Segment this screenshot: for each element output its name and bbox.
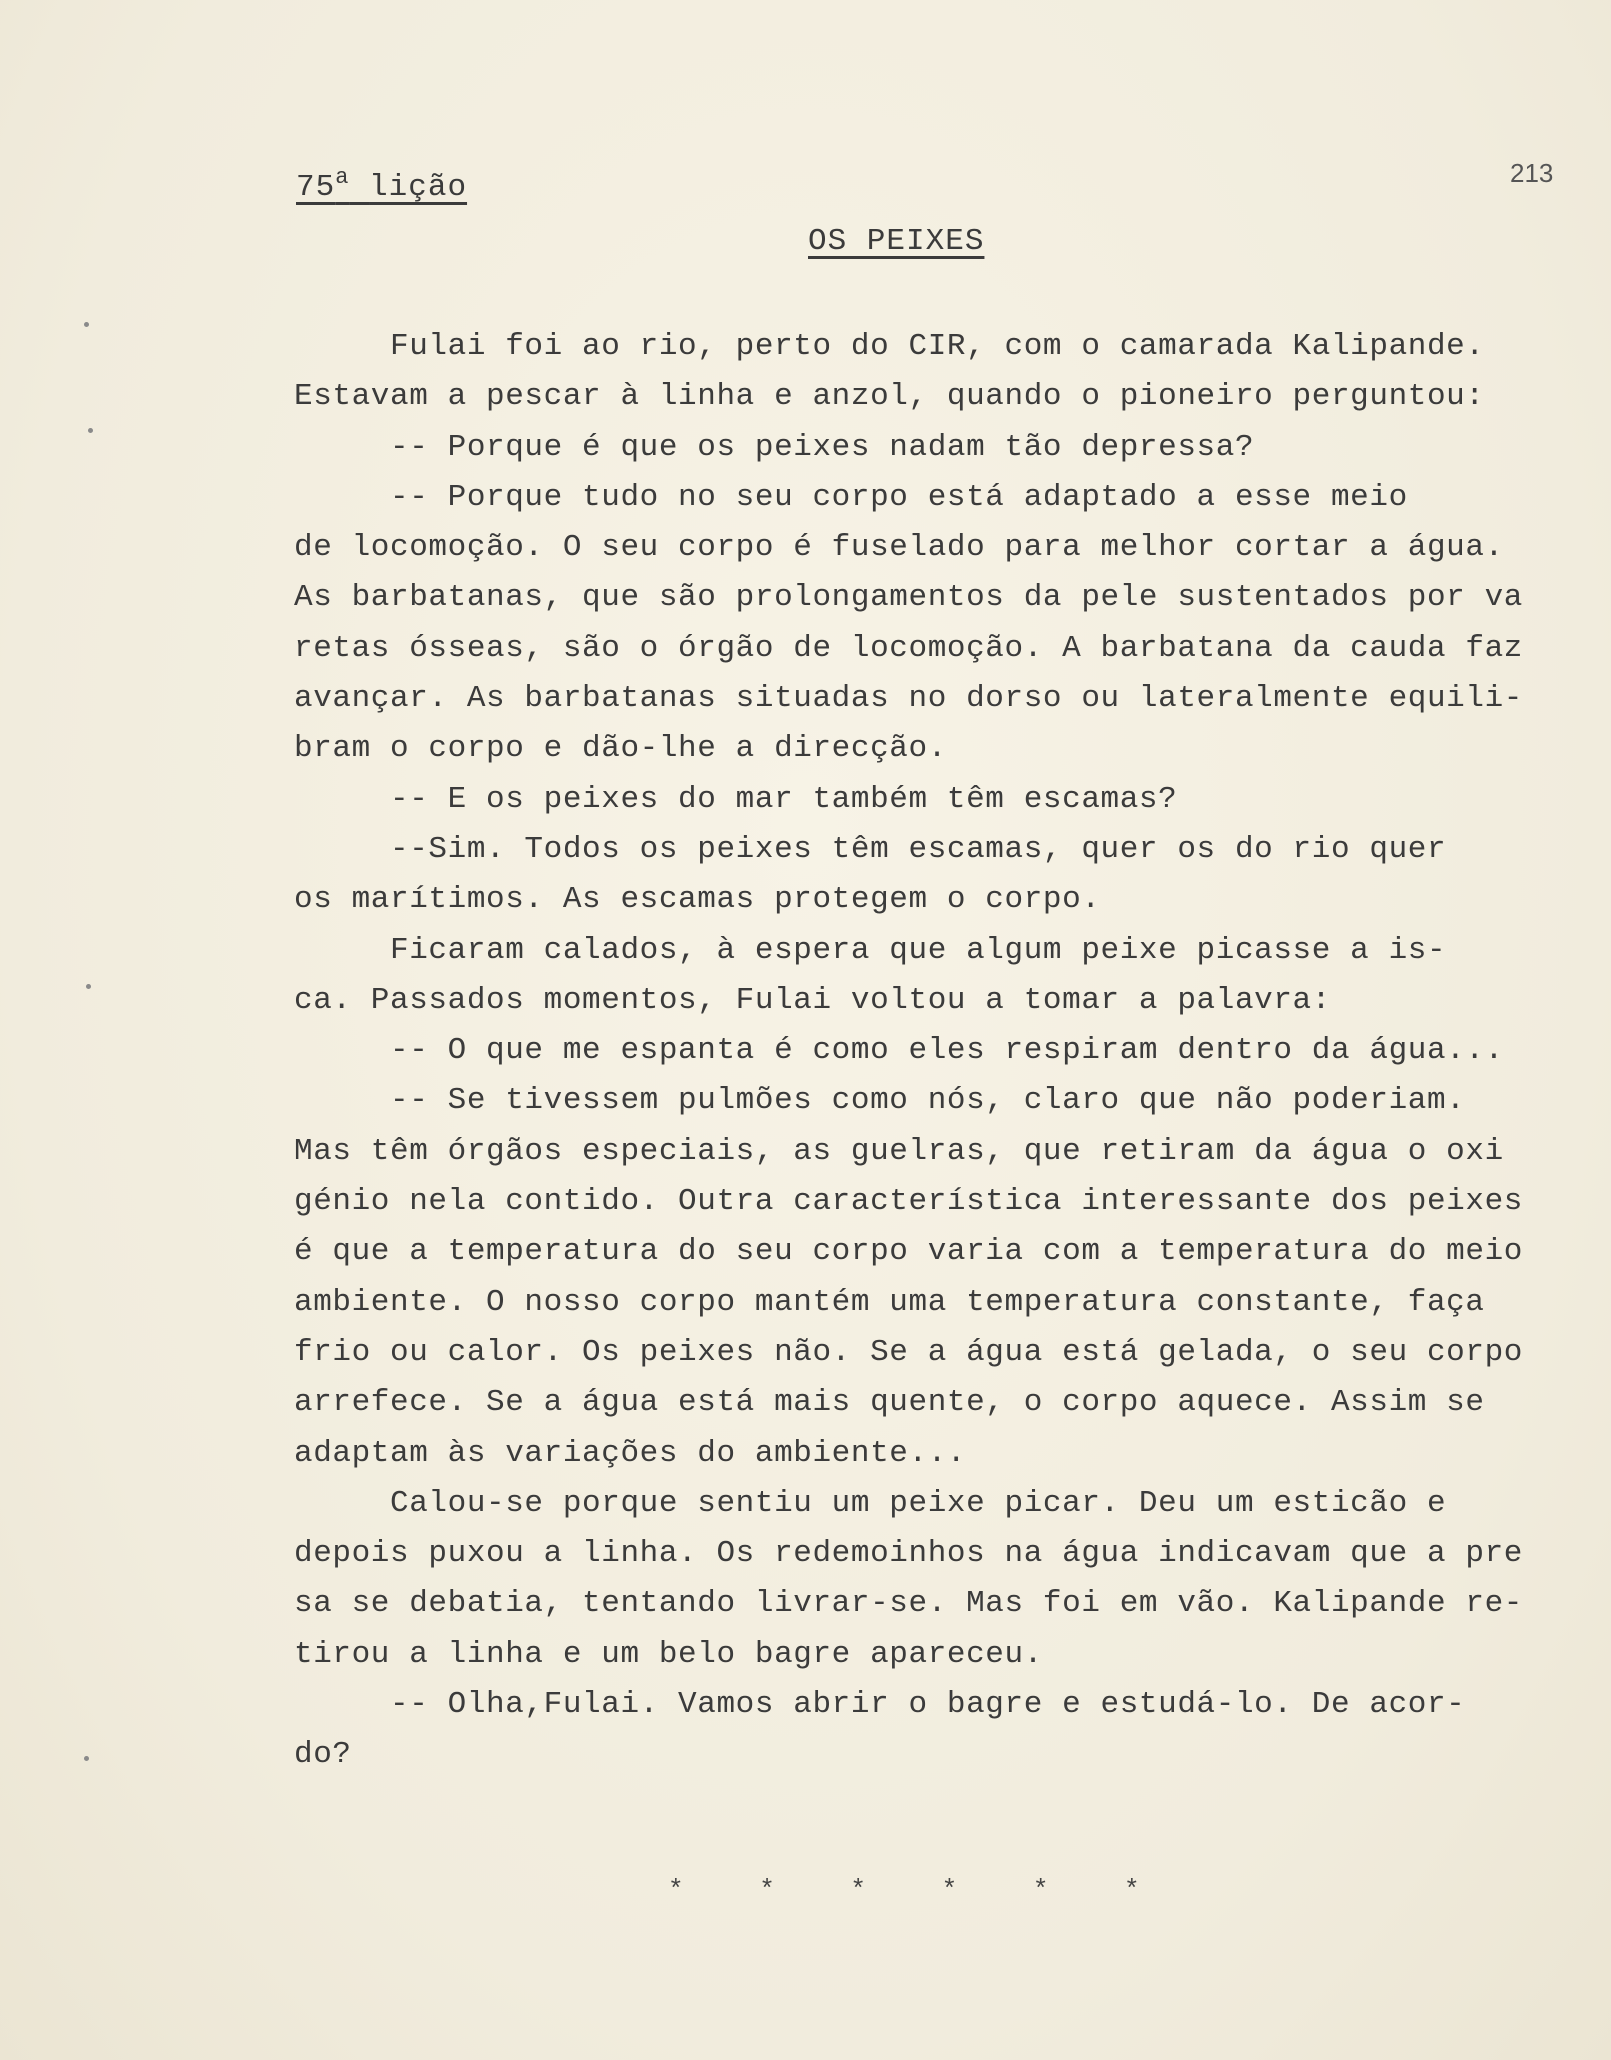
text-line: bram o corpo e dão-lhe a direcção. <box>294 731 947 767</box>
text-line: Ficaram calados, à espera que algum peixe picasse a is- <box>294 932 1447 968</box>
text-line: --Sim. Todos os peixes têm escamas, quer os do rio quer <box>294 831 1447 867</box>
text-line: Calou-se porque sentiu um peixe picar. Deu um esticão e <box>294 1485 1447 1521</box>
text-line: depois puxou a linha. Os redemoinhos na água indicavam que a pre <box>294 1536 1523 1572</box>
lesson-superscript: a <box>335 165 350 190</box>
text-line: -- E os peixes do mar também têm escamas? <box>294 781 1178 817</box>
text-line: ambiente. O nosso corpo mantém uma temperatura constante, faça <box>294 1284 1485 1320</box>
text-line: -- Porque é que os peixes nadam tão depressa? <box>294 429 1255 465</box>
paper-speck <box>84 1756 89 1761</box>
text-line: os marítimos. As escamas protegem o corpo. <box>294 882 1101 918</box>
text-line: sa se debatia, tentando livrar-se. Mas foi em vão. Kalipande re- <box>294 1586 1523 1622</box>
text-line: génio nela contido. Outra característica interessante dos peixes <box>294 1184 1523 1220</box>
section-divider-stars: * * * * * * <box>668 1875 1140 1905</box>
lesson-word: lição <box>369 170 468 205</box>
text-line: frio ou calor. Os peixes não. Se a água está gelada, o seu corpo <box>294 1334 1523 1370</box>
text-line: retas ósseas, são o órgão de locomoção. A barbatana da cauda faz <box>294 630 1523 666</box>
text-line: -- Olha,Fulai. Vamos abrir o bagre e estudá-lo. De acor- <box>294 1687 1466 1723</box>
page-title: OS PEIXES <box>808 224 985 259</box>
lesson-heading <box>296 165 467 205</box>
text-line: adaptam às variações do ambiente... <box>294 1435 967 1471</box>
text-line: -- Se tivessem pulmões como nós, claro que não poderiam. <box>294 1083 1466 1119</box>
text-line: Estavam a pescar à linha e anzol, quando o pioneiro perguntou: <box>294 379 1485 415</box>
paper-speck <box>86 984 91 989</box>
text-line: é que a temperatura do seu corpo varia com a temperatura do meio <box>294 1234 1523 1270</box>
text-line: de locomoção. O seu corpo é fuselado para melhor cortar a água. <box>294 530 1504 566</box>
text-line: arrefece. Se a água está mais quente, o corpo aquece. Assim se <box>294 1385 1485 1421</box>
text-line: Fulai foi ao rio, perto do CIR, com o camarada Kalipande. <box>294 329 1485 364</box>
text-line: ca. Passados momentos, Fulai voltou a tomar a palavra: <box>294 982 1331 1018</box>
page-number: 213 <box>1510 158 1554 188</box>
text-line: As barbatanas, que são prolongamentos da pele sustentados por va <box>294 580 1523 616</box>
text-line: -- Porque tudo no seu corpo está adaptado a esse meio <box>294 479 1408 515</box>
text-line: Mas têm órgãos especiais, as guelras, que retiram da água o oxi <box>294 1133 1504 1169</box>
text-line: do? <box>294 1737 352 1773</box>
text-line: tirou a linha e um belo bagre apareceu. <box>294 1636 1043 1672</box>
paper-speck <box>88 428 93 433</box>
lesson-number: 75 <box>296 170 336 205</box>
paper-speck <box>84 322 89 327</box>
text-line: -- O que me espanta é como eles respiram dentro da água... <box>294 1033 1504 1069</box>
text-line: avançar. As barbatanas situadas no dorso ou lateralmente equili- <box>294 681 1523 717</box>
body-text <box>294 322 1564 1781</box>
